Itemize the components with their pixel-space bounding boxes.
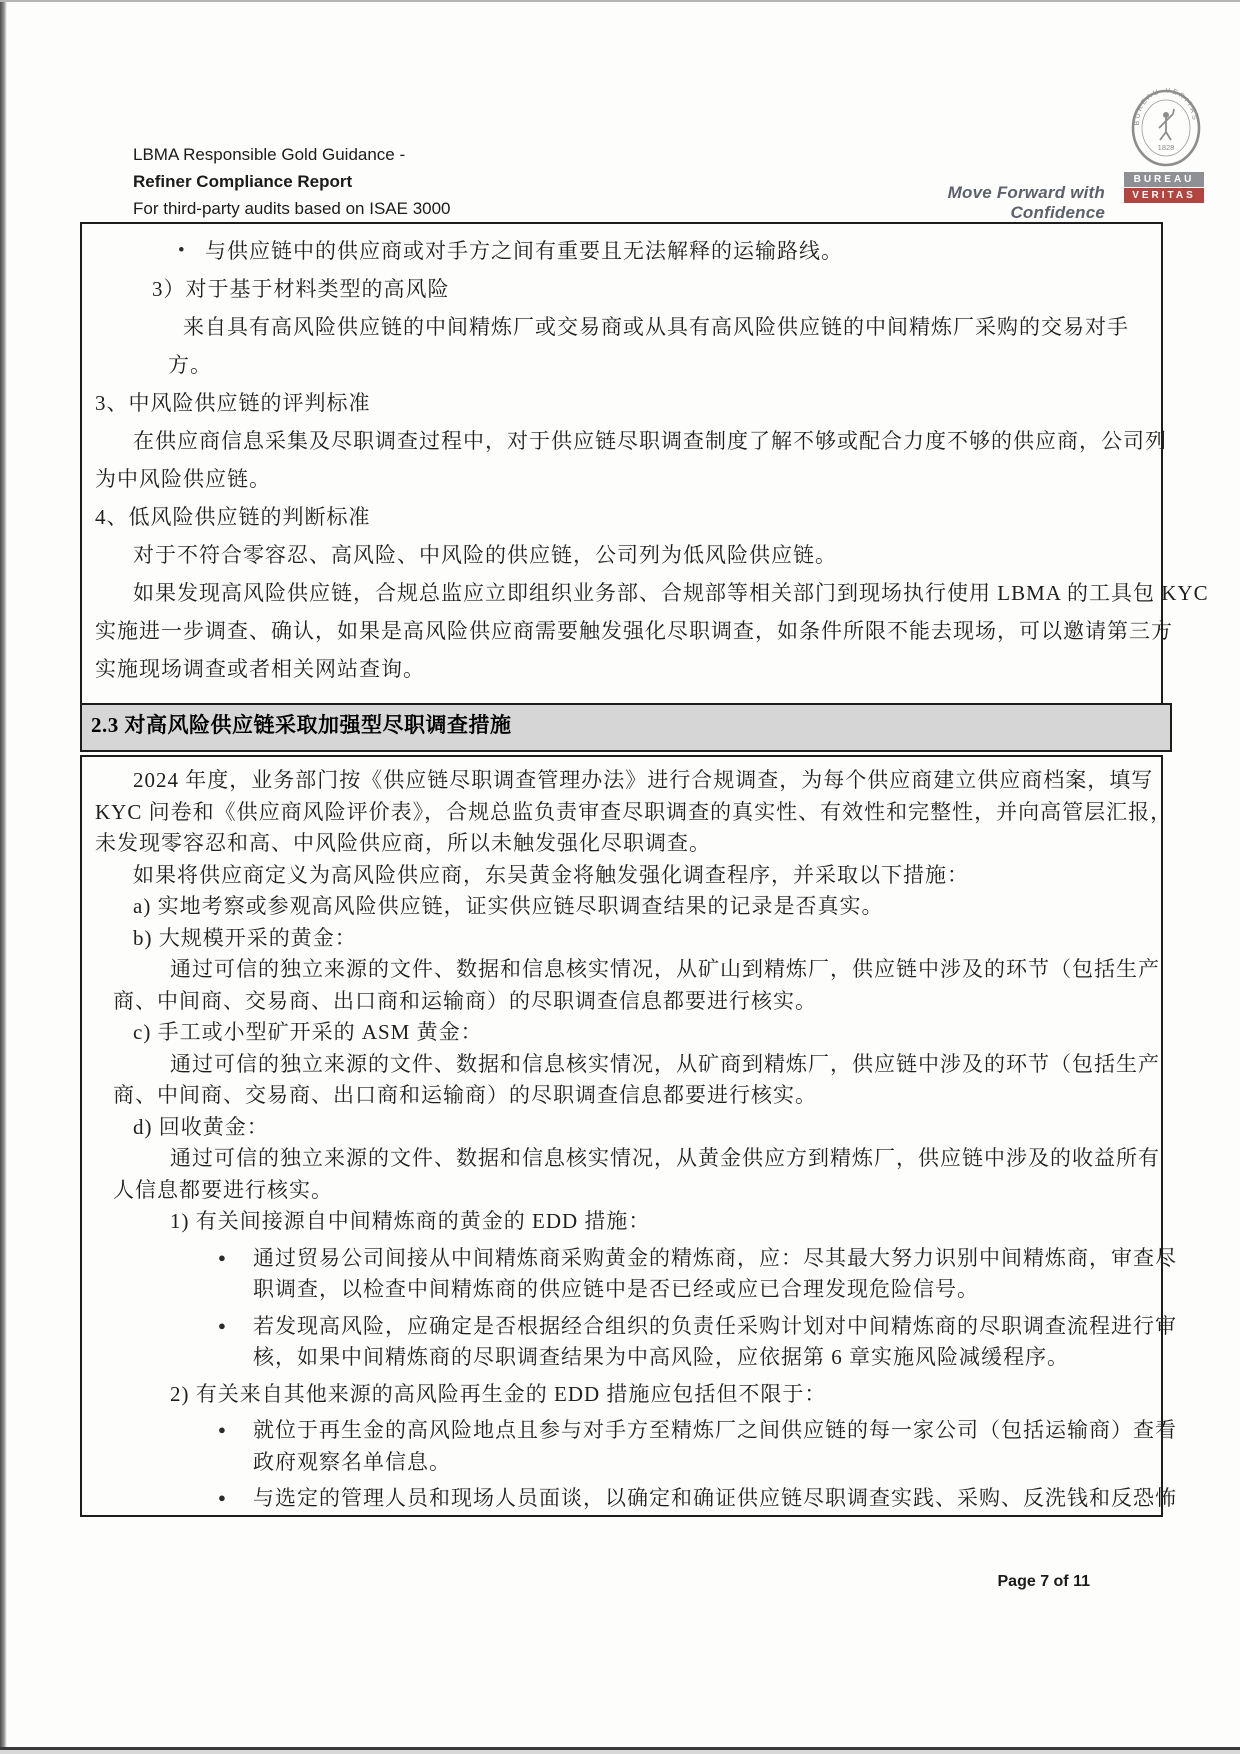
line-text: b) 大规模开采的黄金： bbox=[133, 925, 357, 950]
bureau-veritas-emblem-icon bbox=[1127, 88, 1205, 170]
text-line bbox=[82, 860, 1161, 892]
text-line bbox=[82, 1243, 1177, 1275]
text-line bbox=[82, 1342, 1161, 1374]
text-line bbox=[82, 1049, 1161, 1081]
line-text: 通过可信的独立来源的文件、数据和信息核实情况，从矿山到精炼厂，供应链中涉及的环节（包括生产 bbox=[170, 957, 1160, 981]
line-text: 未发现零容忍和高、中风险供应商，所以未触发强化尽职调查。 bbox=[95, 831, 711, 855]
text-line bbox=[82, 650, 1161, 688]
bureau-veritas-logo bbox=[1124, 172, 1204, 204]
text-line bbox=[82, 270, 1161, 308]
line-text: 来自具有高风险供应链的中间精炼厂或交易商或从具有高风险供应链的中间精炼厂采购的交易对手 bbox=[183, 315, 1129, 339]
line-text: 为中风险供应链。 bbox=[95, 467, 271, 491]
text-line bbox=[82, 1379, 1161, 1411]
text-line bbox=[82, 384, 1161, 422]
text-line bbox=[82, 1483, 1177, 1515]
text-line bbox=[82, 1274, 1161, 1306]
line-text: 实施进一步调查、确认，如果是高风险供应商需要触发强化尽职调查，如条件所限不能去现场，可以邀请第三方 bbox=[95, 619, 1173, 643]
line-text: 对于不符合零容忍、高风险、中风险的供应链，公司列为低风险供应链。 bbox=[133, 543, 837, 567]
text-line bbox=[82, 1175, 1161, 1207]
text-line bbox=[82, 797, 1173, 829]
line-text: a) 实地考察或参观高风险供应链，证实供应链尽职调查结果的记录是否真实。 bbox=[133, 894, 884, 918]
text-line bbox=[82, 1017, 1161, 1049]
line-text: 商、中间商、交易商、出口商和运输商）的尽职调查信息都要进行核实。 bbox=[113, 988, 817, 1013]
text-line bbox=[82, 1447, 1161, 1479]
section-header-label: 2.3 对高风险供应链采取加强型尽职调查措施 bbox=[91, 713, 512, 737]
bullet-icon: • bbox=[178, 240, 186, 261]
line-text: d) 回收黄金： bbox=[133, 1114, 269, 1139]
line-text: 若发现高风险，应确定是否根据经合组织的负责任采购计划对中间精炼商的尽职调查流程进行审 bbox=[253, 1313, 1177, 1338]
bullet-icon: ● bbox=[218, 1422, 227, 1437]
line-text: 4、低风险供应链的判断标准 bbox=[95, 505, 371, 529]
logo-word-bureau: BUREAU bbox=[1124, 172, 1204, 187]
emblem-year: 1828 bbox=[1157, 143, 1175, 152]
text-line bbox=[82, 346, 1161, 384]
line-text: 3）对于基于材料类型的高风险 bbox=[152, 277, 450, 301]
bullet-icon: ● bbox=[218, 1317, 227, 1333]
line-text: 3、中风险供应链的评判标准 bbox=[95, 391, 371, 415]
line-text: 就位于再生金的高风险地点且参与对手方至精炼厂之间供应链的每一家公司（包括运输商）查看 bbox=[253, 1418, 1177, 1442]
line-text: 实施现场调查或者相关网站查询。 bbox=[95, 657, 425, 681]
report-title-line2: Refiner Compliance Report bbox=[133, 172, 353, 191]
line-text: 与选定的管理人员和现场人员面谈，以确定和确证供应链尽职调查实践、采购、反洗钱和反恐怖 bbox=[253, 1486, 1177, 1510]
line-text: 如果将供应商定义为高风险供应商，东吴黄金将触发强化调查程序，并采取以下措施： bbox=[133, 862, 969, 887]
line-text: 通过贸易公司间接从中间精炼商采购黄金的精炼商，应：尽其最大努力识别中间精炼商，审查尽 bbox=[253, 1245, 1177, 1270]
text-line bbox=[82, 923, 1161, 955]
emblem-arc-text: BUREAU VERITAS bbox=[1133, 88, 1199, 126]
line-text: 商、中间商、交易商、出口商和运输商）的尽职调查信息都要进行核实。 bbox=[113, 1083, 817, 1107]
text-line bbox=[82, 1311, 1177, 1343]
line-text: 2024 年度，业务部门按《供应链尽职调查管理办法》进行合规调查，为每个供应商建立供应商档案，填写 bbox=[133, 768, 1154, 792]
line-text: 1) 有关间接源自中间精炼商的黄金的 EDD 措施： bbox=[170, 1209, 651, 1233]
text-line bbox=[82, 891, 1161, 923]
text-line bbox=[82, 612, 1173, 650]
line-text: 2) 有关来自其他来源的高风险再生金的 EDD 措施应包括但不限于： bbox=[170, 1381, 827, 1406]
text-line bbox=[82, 1143, 1161, 1175]
line-text: 方。 bbox=[168, 353, 212, 377]
text-line bbox=[82, 536, 1161, 574]
line-text: 通过可信的独立来源的文件、数据和信息核实情况，从黄金供应方到精炼厂，供应链中涉及的收益所有 bbox=[170, 1146, 1160, 1170]
bv-tagline: Move Forward with Confidence bbox=[947, 183, 1105, 222]
text-line bbox=[82, 1112, 1161, 1144]
bullet-icon: ● bbox=[218, 1490, 227, 1505]
line-text: 通过可信的独立来源的文件、数据和信息核实情况，从矿商到精炼厂，供应链中涉及的环节（包括生产 bbox=[170, 1051, 1160, 1076]
text-line bbox=[82, 954, 1161, 986]
line-text: 职调查，以检查中间精炼商的供应链中是否已经或应已合理发现危险信号。 bbox=[253, 1277, 979, 1301]
text-line bbox=[82, 1206, 1161, 1238]
page-number: Page 7 of 11 bbox=[997, 1573, 1090, 1590]
bullet-icon: ● bbox=[218, 1249, 227, 1265]
report-header bbox=[133, 141, 451, 222]
text-line bbox=[82, 498, 1161, 536]
text-line bbox=[82, 828, 1161, 860]
line-text: KYC 问卷和《供应商风险评价表》，合规总监负责审查尽职调查的真实性、有效性和完整性，并向高管层汇报， bbox=[95, 799, 1173, 824]
text-line bbox=[82, 765, 1161, 797]
scan-edge-top bbox=[0, 0, 1240, 2]
report-title-line1: LBMA Responsible Gold Guidance - bbox=[133, 145, 406, 164]
text-line bbox=[82, 1080, 1161, 1112]
torch-bearer-figure bbox=[1159, 109, 1174, 140]
text-line bbox=[82, 308, 1161, 346]
logo-word-veritas: VERITAS bbox=[1124, 188, 1204, 203]
line-text: 如果发现高风险供应链，合规总监应立即组织业务部、合规部等相关部门到现场执行使用 LBMA 的工具包 KYC bbox=[133, 581, 1209, 605]
section-header-2-3 bbox=[80, 703, 1172, 752]
line-text: 在供应商信息采集及尽职调查过程中，对于供应链尽职调查制度了解不够或配合力度不够的供应商，公司列 bbox=[133, 429, 1167, 453]
text-line bbox=[82, 1415, 1177, 1447]
text-line bbox=[82, 422, 1167, 460]
line-text: 人信息都要进行核实。 bbox=[113, 1177, 333, 1202]
text-line bbox=[82, 574, 1209, 612]
scan-edge-left bbox=[0, 0, 7, 1754]
text-line bbox=[82, 232, 1161, 270]
text-line bbox=[82, 986, 1161, 1018]
line-text: 政府观察名单信息。 bbox=[253, 1449, 451, 1474]
line-text: 核，如果中间精炼商的尽职调查结果为中高风险，应依据第 6 章实施风险减缓程序。 bbox=[253, 1345, 1069, 1369]
scan-edge-bottom-light bbox=[0, 1750, 1240, 1754]
report-title-line3: For third-party audits based on ISAE 3000 bbox=[133, 199, 451, 218]
content-box-edd-measures bbox=[80, 755, 1177, 1517]
content-box-risk-criteria bbox=[80, 222, 1209, 708]
line-text: 与供应链中的供应商或对手方之间有重要且无法解释的运输路线。 bbox=[205, 239, 843, 263]
line-text: c) 手工或小型矿开采的 ASM 黄金： bbox=[133, 1020, 483, 1044]
text-line bbox=[82, 460, 1161, 498]
